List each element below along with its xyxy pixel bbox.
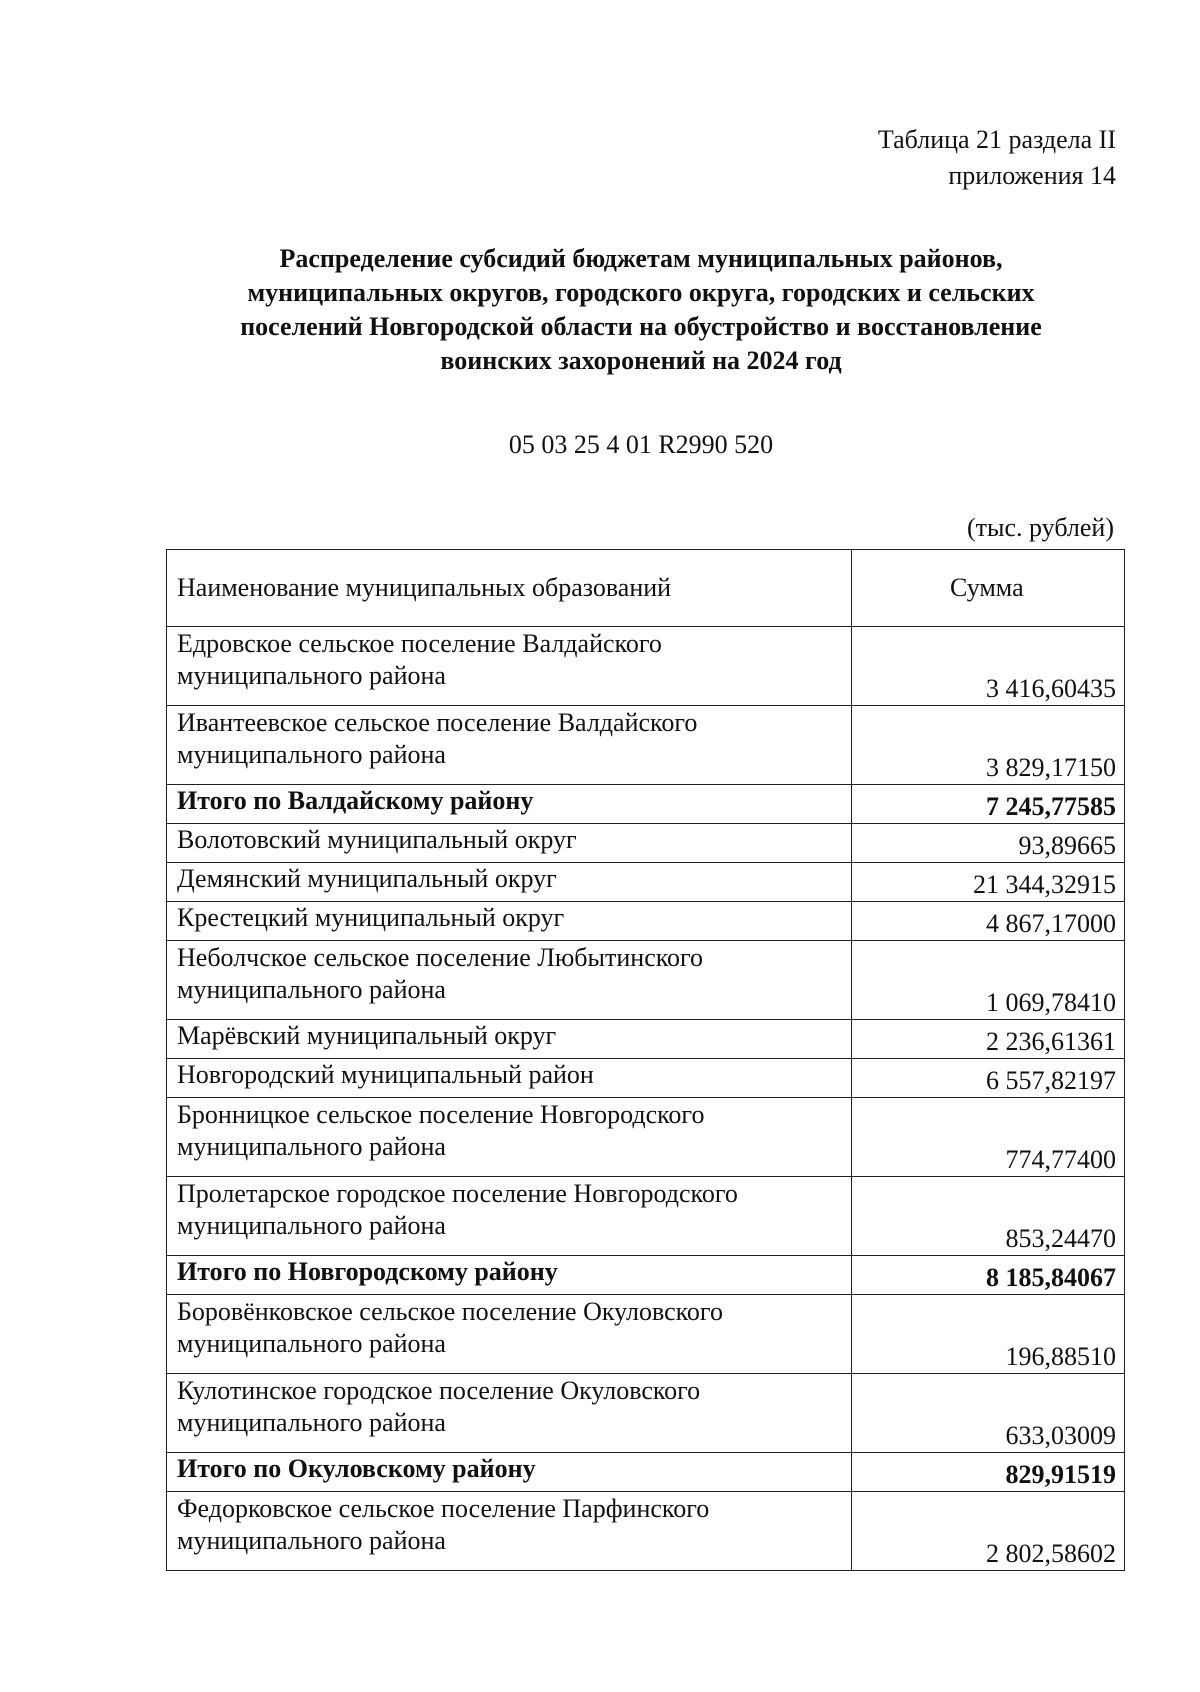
municipality-name — [167, 941, 852, 1020]
name-line-1: Неболчское сельское поселение Любытинского — [177, 943, 704, 972]
subtotal-label: Итого по Валдайскому району — [167, 785, 852, 824]
municipality-name — [167, 1374, 852, 1453]
name-line-2: муниципального района — [177, 740, 446, 769]
name-line-2: муниципального района — [177, 1329, 446, 1358]
amount-cell: 853,24470 — [852, 1177, 1125, 1256]
name-line-2: муниципального района — [177, 1211, 446, 1240]
amount-cell: 633,03009 — [852, 1374, 1125, 1453]
units-label: (тыс. рублей) — [966, 513, 1114, 542]
amount-cell: 2 802,58602 — [852, 1492, 1125, 1571]
table-row — [167, 1177, 1125, 1256]
subtotal-label: Итого по Окуловскому району — [167, 1453, 852, 1492]
subtotal-amount: 8 185,84067 — [852, 1256, 1125, 1295]
table-row — [167, 1020, 1125, 1059]
subsidy-distribution-table — [166, 549, 1125, 1571]
name-line-1: Бронницкое сельское поселение Новгородского — [177, 1100, 705, 1129]
table-row — [167, 627, 1125, 706]
table-row — [167, 1098, 1125, 1177]
table-row — [167, 1059, 1125, 1098]
municipality-name — [167, 1295, 852, 1374]
name-line-1: Ивантеевское сельское поселение Валдайского — [177, 708, 698, 737]
title-line-1: Распределение субсидий бюджетам муниципальных районов, — [279, 244, 1003, 273]
amount-cell: 21 344,32915 — [852, 863, 1125, 902]
name-line-1: Едровское сельское поселение Валдайского — [177, 629, 662, 658]
name-line-2: муниципального района — [177, 1526, 446, 1555]
table-row — [167, 902, 1125, 941]
document-reference — [878, 122, 1116, 194]
amount-cell: 2 236,61361 — [852, 1020, 1125, 1059]
name-line-2: муниципального района — [177, 975, 446, 1004]
amount-cell: 3 829,17150 — [852, 706, 1125, 785]
amount-cell: 196,88510 — [852, 1295, 1125, 1374]
table-row — [167, 1295, 1125, 1374]
municipality-name: Демянский муниципальный округ — [167, 863, 852, 902]
title-line-4: воинских захоронений на 2024 год — [440, 346, 842, 375]
budget-classification-code: 05 03 25 4 01 R2990 520 — [508, 430, 774, 459]
amount-cell: 1 069,78410 — [852, 941, 1125, 1020]
municipality-name — [167, 1492, 852, 1571]
amount-cell: 4 867,17000 — [852, 902, 1125, 941]
title-line-3: поселений Новгородской области на обустройство и восстановление — [240, 312, 1042, 341]
name-line-1: Боровёнковское сельское поселение Окуловского — [177, 1297, 723, 1326]
column-header-sum: Сумма — [852, 550, 1125, 627]
reference-line-appendix: приложения 14 — [948, 161, 1116, 190]
table-row — [167, 824, 1125, 863]
municipality-name — [167, 1177, 852, 1256]
table-row — [167, 1374, 1125, 1453]
table-row — [167, 863, 1125, 902]
name-line-2: муниципального района — [177, 1132, 446, 1161]
name-line-1: Пролетарское городское поселение Новгородского — [177, 1179, 738, 1208]
municipality-name: Крестецкий муниципальный округ — [167, 902, 852, 941]
name-line-1: Кулотинское городское поселение Окуловского — [177, 1376, 701, 1405]
municipality-name: Марёвский муниципальный округ — [167, 1020, 852, 1059]
name-line-1: Федорковское сельское поселение Парфинского — [177, 1494, 710, 1523]
reference-line-table: Таблица 21 раздела II — [877, 125, 1116, 154]
amount-cell: 774,77400 — [852, 1098, 1125, 1177]
subtotal-row — [167, 1256, 1125, 1295]
subtotal-amount: 829,91519 — [852, 1453, 1125, 1492]
municipality-name — [167, 627, 852, 706]
name-line-2: муниципального района — [177, 1408, 446, 1437]
municipality-name: Волотовский муниципальный округ — [167, 824, 852, 863]
table-row — [167, 941, 1125, 1020]
document-title — [160, 242, 1122, 378]
municipality-name — [167, 706, 852, 785]
column-header-name: Наименование муниципальных образований — [167, 550, 852, 627]
table-row — [167, 706, 1125, 785]
municipality-name — [167, 1098, 852, 1177]
subtotal-label: Итого по Новгородскому району — [167, 1256, 852, 1295]
table-row — [167, 1492, 1125, 1571]
amount-cell: 3 416,60435 — [852, 627, 1125, 706]
name-line-2: муниципального района — [177, 661, 446, 690]
municipality-name: Новгородский муниципальный район — [167, 1059, 852, 1098]
subtotal-row — [167, 785, 1125, 824]
amount-cell: 93,89665 — [852, 824, 1125, 863]
subtotal-amount: 7 245,77585 — [852, 785, 1125, 824]
table-header-row — [167, 550, 1125, 627]
subtotal-row — [167, 1453, 1125, 1492]
amount-cell: 6 557,82197 — [852, 1059, 1125, 1098]
title-line-2: муниципальных округов, городского округа, городских и сельских — [247, 278, 1035, 307]
